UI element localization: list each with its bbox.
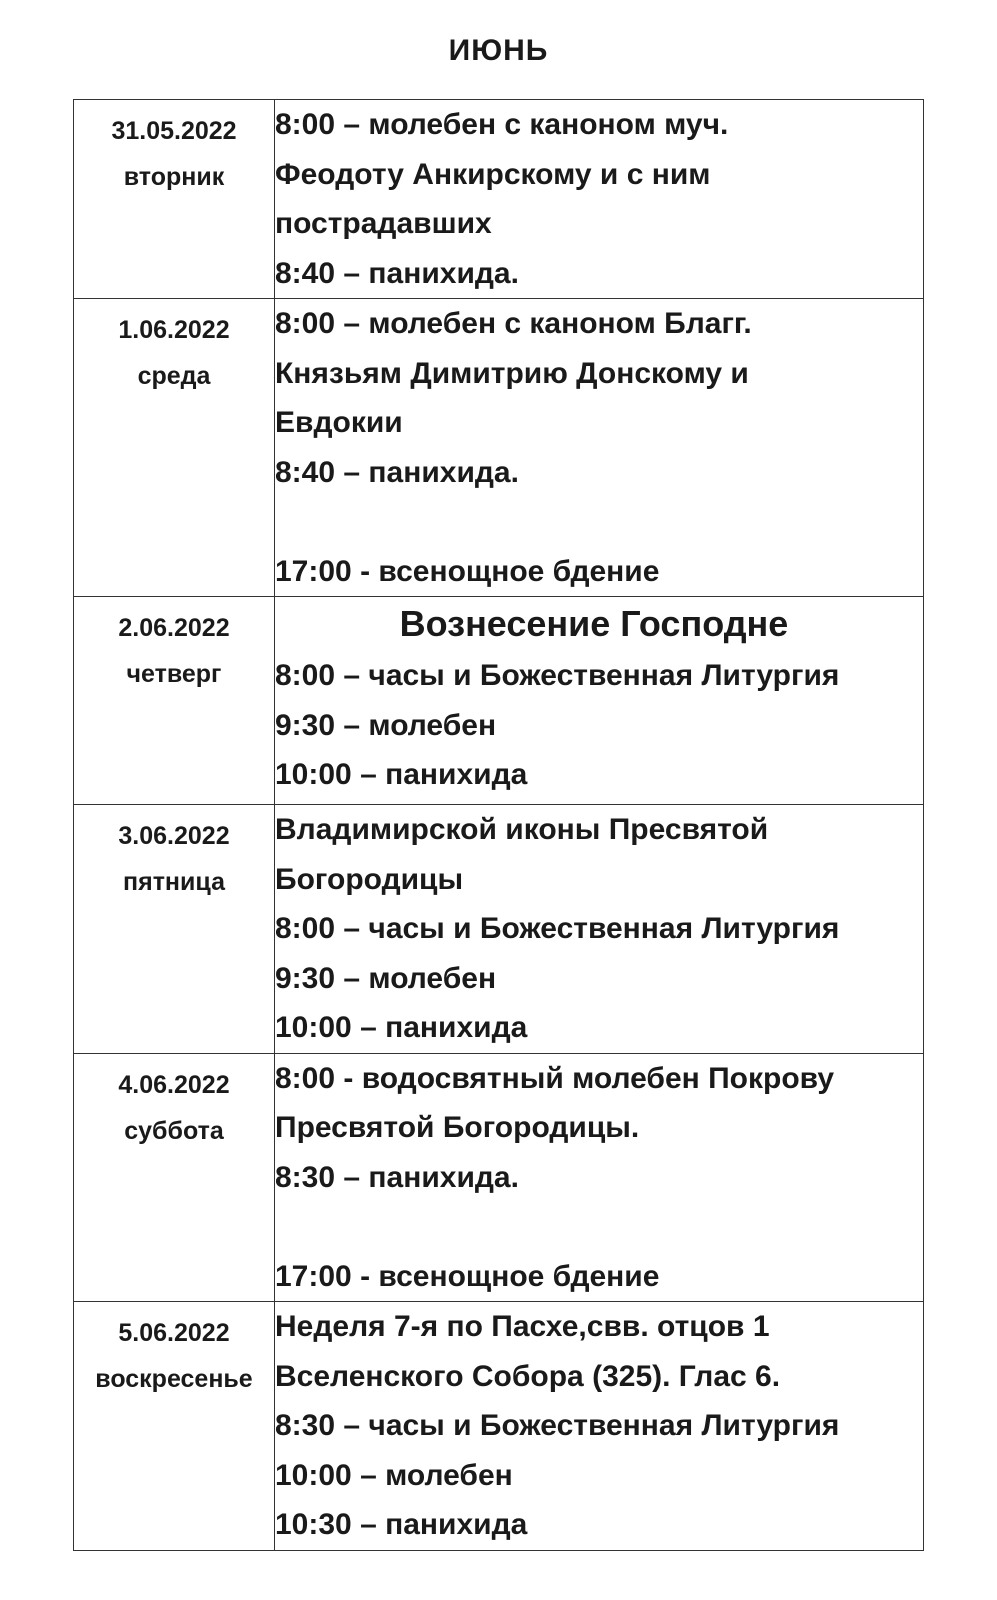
event-line: 17:00 - всенощное бдение: [275, 1259, 660, 1293]
event-line: 8:30 – часы и Божественная Литургия: [275, 1409, 840, 1442]
day-weekday: воскресенье: [95, 1365, 253, 1393]
table-row: [74, 1302, 924, 1551]
date-cell: [74, 805, 275, 1054]
event-line: 10:00 – панихида: [275, 1011, 528, 1044]
event-line: 8:00 – часы и Божественная Литургия: [275, 912, 840, 945]
event-line: 8:40 – панихида.: [275, 256, 519, 290]
day-date: 4.06.2022: [118, 1070, 230, 1099]
feast-title: Вознесение Господне: [399, 603, 789, 644]
day-date: 1.06.2022: [118, 316, 230, 344]
day-date: 5.06.2022: [118, 1319, 230, 1347]
event-line: 17:00 - всенощное бдение: [275, 554, 660, 588]
event-line: Феодоту Анкирскому и с ним: [275, 157, 711, 191]
event-line: 8:00 – часы и Божественная Литургия: [275, 659, 840, 692]
event-line: 9:30 – молебен: [275, 708, 497, 742]
event-line: 8:40 – панихида.: [275, 455, 519, 489]
table-row: [74, 299, 924, 597]
event-line: Богородицы: [275, 862, 464, 896]
event-line: 8:30 – панихида.: [275, 1160, 519, 1194]
table-row: [74, 805, 924, 1054]
events-cell: [275, 100, 924, 299]
date-cell: [74, 597, 275, 805]
event-line: 10:00 – панихида: [275, 758, 528, 791]
page-title: ИЮНЬ: [448, 34, 549, 67]
event-line: Вселенского Собора (325). Глас 6.: [275, 1359, 781, 1393]
date-cell: [74, 1053, 275, 1302]
event-line: Князьям Димитрию Донскому и: [275, 356, 749, 390]
day-weekday: среда: [137, 362, 211, 390]
event-line: Владимирской иконы Пресвятой: [275, 813, 769, 846]
table-row: [74, 597, 924, 805]
date-cell: [74, 1302, 275, 1551]
event-line: 8:00 - водосвятный молебен Покрову: [275, 1061, 835, 1095]
blank-line: [275, 497, 923, 547]
day-date: 31.05.2022: [111, 117, 237, 145]
events-cell: [275, 299, 924, 597]
day-weekday: вторник: [123, 163, 225, 191]
event-line: 9:30 – молебен: [275, 961, 497, 995]
event-line: Неделя 7-я по Пасхе,свв. отцов 1: [275, 1310, 770, 1343]
day-weekday: пятница: [123, 868, 225, 896]
day-date: 2.06.2022: [118, 614, 230, 642]
event-line: Пресвятой Богородицы.: [275, 1111, 640, 1144]
schedule-table: [73, 99, 924, 1551]
day-weekday: суббота: [124, 1116, 224, 1145]
event-line: 10:00 – молебен: [275, 1458, 513, 1492]
event-line: пострадавших: [275, 207, 492, 240]
event-line: 10:30 – панихида: [275, 1508, 528, 1541]
blank-line: [275, 1202, 923, 1252]
date-cell: [74, 100, 275, 299]
events-cell: [275, 1302, 924, 1551]
events-cell: [275, 805, 924, 1054]
date-cell: [74, 299, 275, 597]
events-cell: [275, 1053, 924, 1302]
event-line: 8:00 – молебен с каноном муч.: [275, 108, 729, 141]
table-row: [74, 1053, 924, 1302]
day-weekday: четверг: [126, 660, 222, 688]
day-date: 3.06.2022: [118, 822, 230, 850]
event-line: Евдокии: [275, 406, 403, 439]
table-row: [74, 100, 924, 299]
events-cell: [275, 597, 924, 805]
event-line: 8:00 – молебен с каноном Благг.: [275, 307, 752, 340]
